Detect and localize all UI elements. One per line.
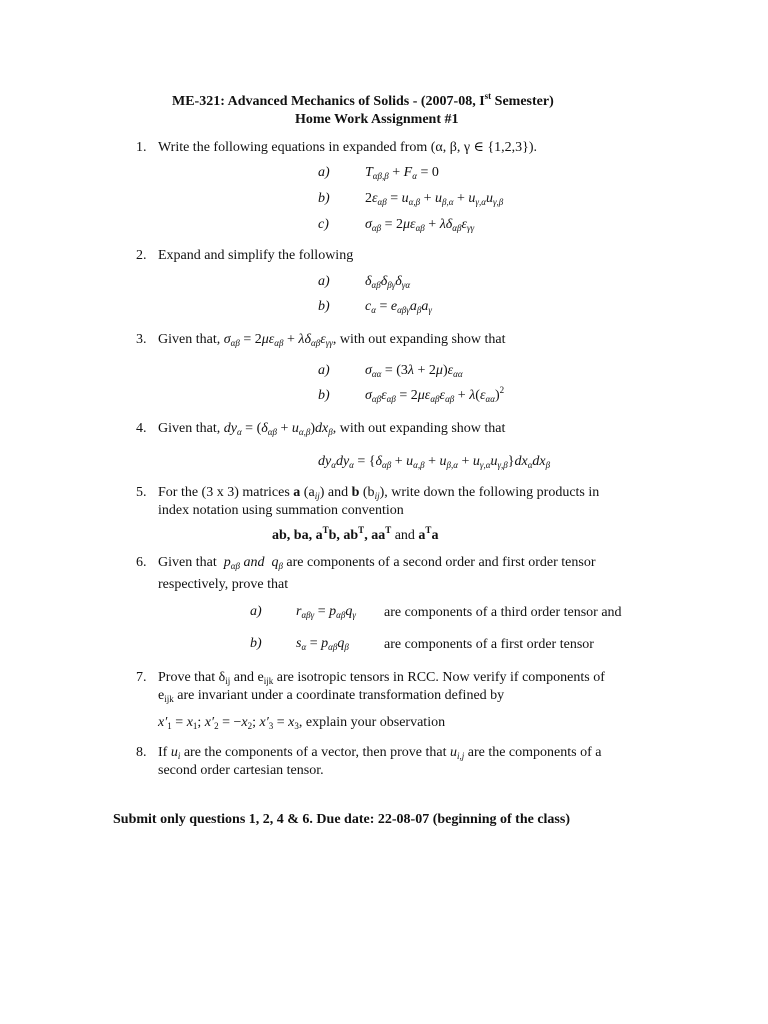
q7-l2a: e xyxy=(158,688,165,703)
q1-eq-b: $2\varepsilon_{\alpha\beta} = u_{\alpha,\beta} + u_{\beta,\alpha} + u_{\gamma,\alpha}u_{\gamma,\beta}$ xyxy=(365,191,504,207)
q7-l2b: are invariant under a coordinate transformation defined by xyxy=(177,688,505,703)
title-sup: st xyxy=(484,91,492,101)
q5-and: ) and xyxy=(319,485,349,500)
q7-l1c: are isotropic tensors in RCC. Now verify if components of xyxy=(276,670,605,685)
q5-line2: index notation using summation convention xyxy=(158,503,404,518)
q5-number: 5. xyxy=(136,485,147,500)
q7-number: 7. xyxy=(136,670,147,685)
q5-line1 xyxy=(158,484,599,502)
q1-eq-a: $T_{\alpha\beta,\beta} + F_\alpha = 0$ xyxy=(365,165,439,181)
q5-text: For the (3 x 3) matrices xyxy=(158,485,290,500)
q3-line xyxy=(158,331,506,349)
q2-number: 2. xyxy=(136,248,147,263)
q5-products: ab, ba, $a^Tb$, $ab^T$, $aa^T$ and $a^Ta$ xyxy=(272,525,439,543)
q6-text-a: are components of a third order tensor and xyxy=(384,605,622,620)
q5-and-text: and xyxy=(394,528,415,543)
q8-number: 8. xyxy=(136,745,147,760)
q3-label-a: a) xyxy=(318,363,330,378)
q8-ui: $u_i$ xyxy=(170,745,181,761)
q7-l1a: Prove that δ xyxy=(158,670,226,685)
q6-label-b: b) xyxy=(250,636,262,651)
q3-label-b: b) xyxy=(318,388,330,403)
q6-p: $p_{\alpha\beta}$ and $q_\beta$ xyxy=(220,555,283,571)
title-text-end: Semester) xyxy=(491,94,554,109)
q1-text: Write the following equations in expanded from (α, β, γ ∈ {1,2,3}). xyxy=(158,140,538,155)
q4-number: 4. xyxy=(136,421,147,436)
q3-inline-eq: $\sigma_{\alpha\beta} = 2\mu\varepsilon_{\alpha\beta} + \lambda\delta_{\alpha\beta}\varepsilon_{\gamma\gamma}$ xyxy=(223,332,333,348)
q6-prefix: Given that xyxy=(158,555,217,570)
title-text: ME-321: Advanced Mechanics of Solids - (2007-08, I xyxy=(172,94,485,109)
q2-eq-a: $\delta_{\alpha\beta}\delta_{\beta\gamma}\delta_{\gamma\alpha}$ xyxy=(365,274,411,290)
q8-line1 xyxy=(158,744,601,762)
q7-line3 xyxy=(158,714,445,732)
q5-ij-2: ij xyxy=(374,491,380,501)
q4-eq: $dy_\alpha dy_\alpha = \{\delta_{\alpha\beta} + u_{\alpha,\beta} + u_{\beta,\alpha} + u_{\gamma,\alpha}u_{\gamma,\beta}\}dx_\alpha dx_\beta$ xyxy=(318,454,551,470)
q6-text-b: are components of a first order tensor xyxy=(384,637,594,652)
q2-text: Expand and simplify the following xyxy=(158,248,354,263)
q7-line1: Prove that $\delta_{ij}$ and $e_{ijk}$ are isotropic tensors in RCC. Now verify if components of xyxy=(158,670,605,686)
q3-eq-a: $\sigma_{\alpha\alpha} = (3\lambda + 2\mu)\varepsilon_{\alpha\alpha}$ xyxy=(365,363,463,379)
q6-and: and xyxy=(243,555,265,570)
q2-label-a: a) xyxy=(318,274,330,289)
q4-line xyxy=(158,420,505,438)
q6-eq-a: $r_{\alpha\beta\gamma} = p_{\alpha\beta}q_\gamma$ xyxy=(296,604,356,620)
submission-note: Submit only questions 1, 2, 4 & 6. Due date: 22-08-07 (beginning of the class) xyxy=(113,812,570,827)
q3-prefix: Given that, xyxy=(158,332,221,347)
q6-line2: respectively, prove that xyxy=(158,577,289,592)
q7-transform: $x'_1 = x_1$; $x'_2 = -x_2$; $x'_3 = x_3$ xyxy=(158,715,299,731)
q4-suffix: , with out expanding show that xyxy=(332,421,506,436)
q7-line2: $e_{ijk}$ are invariant under a coordinate transformation defined by xyxy=(158,688,505,704)
q5-b: b xyxy=(351,485,360,500)
q3-eq-b: $\sigma_{\alpha\beta}\varepsilon_{\alpha\beta} = 2\mu\varepsilon_{\alpha\beta}\varepsilon_{\alpha\beta} + \lambda(\varepsilon_{\alpha\alpha})^2$ xyxy=(365,385,505,404)
q8-line2: second order cartesian tensor. xyxy=(158,763,324,778)
q6-number: 6. xyxy=(136,555,147,570)
q5-a: a xyxy=(293,485,301,500)
q5-close: ), write down the following products in xyxy=(379,485,600,500)
q5-b-paren: (b xyxy=(362,485,375,500)
page-title xyxy=(172,91,554,110)
q1-label-a: a) xyxy=(318,165,330,180)
q5-ij: ij xyxy=(314,491,320,501)
q8-uij: $u_{i,j}$ xyxy=(449,745,465,761)
q7-l3: , explain your observation xyxy=(298,715,446,730)
q6-suffix: are components of a second order and first order tensor xyxy=(286,555,596,570)
q2-label-b: b) xyxy=(318,299,330,314)
q1-number: 1. xyxy=(136,140,147,155)
q8-l1c: are the components of a xyxy=(467,745,602,760)
q4-inline-eq: $dy_\alpha = (\delta_{\alpha\beta} + u_{\alpha,\beta})dx_\beta$ xyxy=(223,421,333,437)
q1-label-b: b) xyxy=(318,191,330,206)
q3-number: 3. xyxy=(136,332,147,347)
q1-label-c: c) xyxy=(318,217,329,232)
q3-suffix: , with out expanding show that xyxy=(332,332,506,347)
q7-l1b: and e xyxy=(233,670,264,685)
q6-line1 xyxy=(158,554,595,572)
q8-l1a: If xyxy=(158,745,168,760)
q6-label-a: a) xyxy=(250,604,262,619)
q8-l1b: are the components of a vector, then prove that xyxy=(183,745,447,760)
q6-eq-b: $s_\alpha = p_{\alpha\beta}q_\beta$ xyxy=(296,636,349,652)
q5-a-paren: (a xyxy=(303,485,315,500)
q4-prefix: Given that, xyxy=(158,421,221,436)
q1-eq-c: $\sigma_{\alpha\beta} = 2\mu\varepsilon_{\alpha\beta} + \lambda\delta_{\alpha\beta}\varepsilon_{\gamma\gamma}$ xyxy=(365,217,475,233)
q2-eq-b: $c_\alpha = e_{\alpha\beta\gamma}a_\beta a_\gamma$ xyxy=(365,299,432,315)
page-subtitle: Home Work Assignment #1 xyxy=(295,112,459,127)
